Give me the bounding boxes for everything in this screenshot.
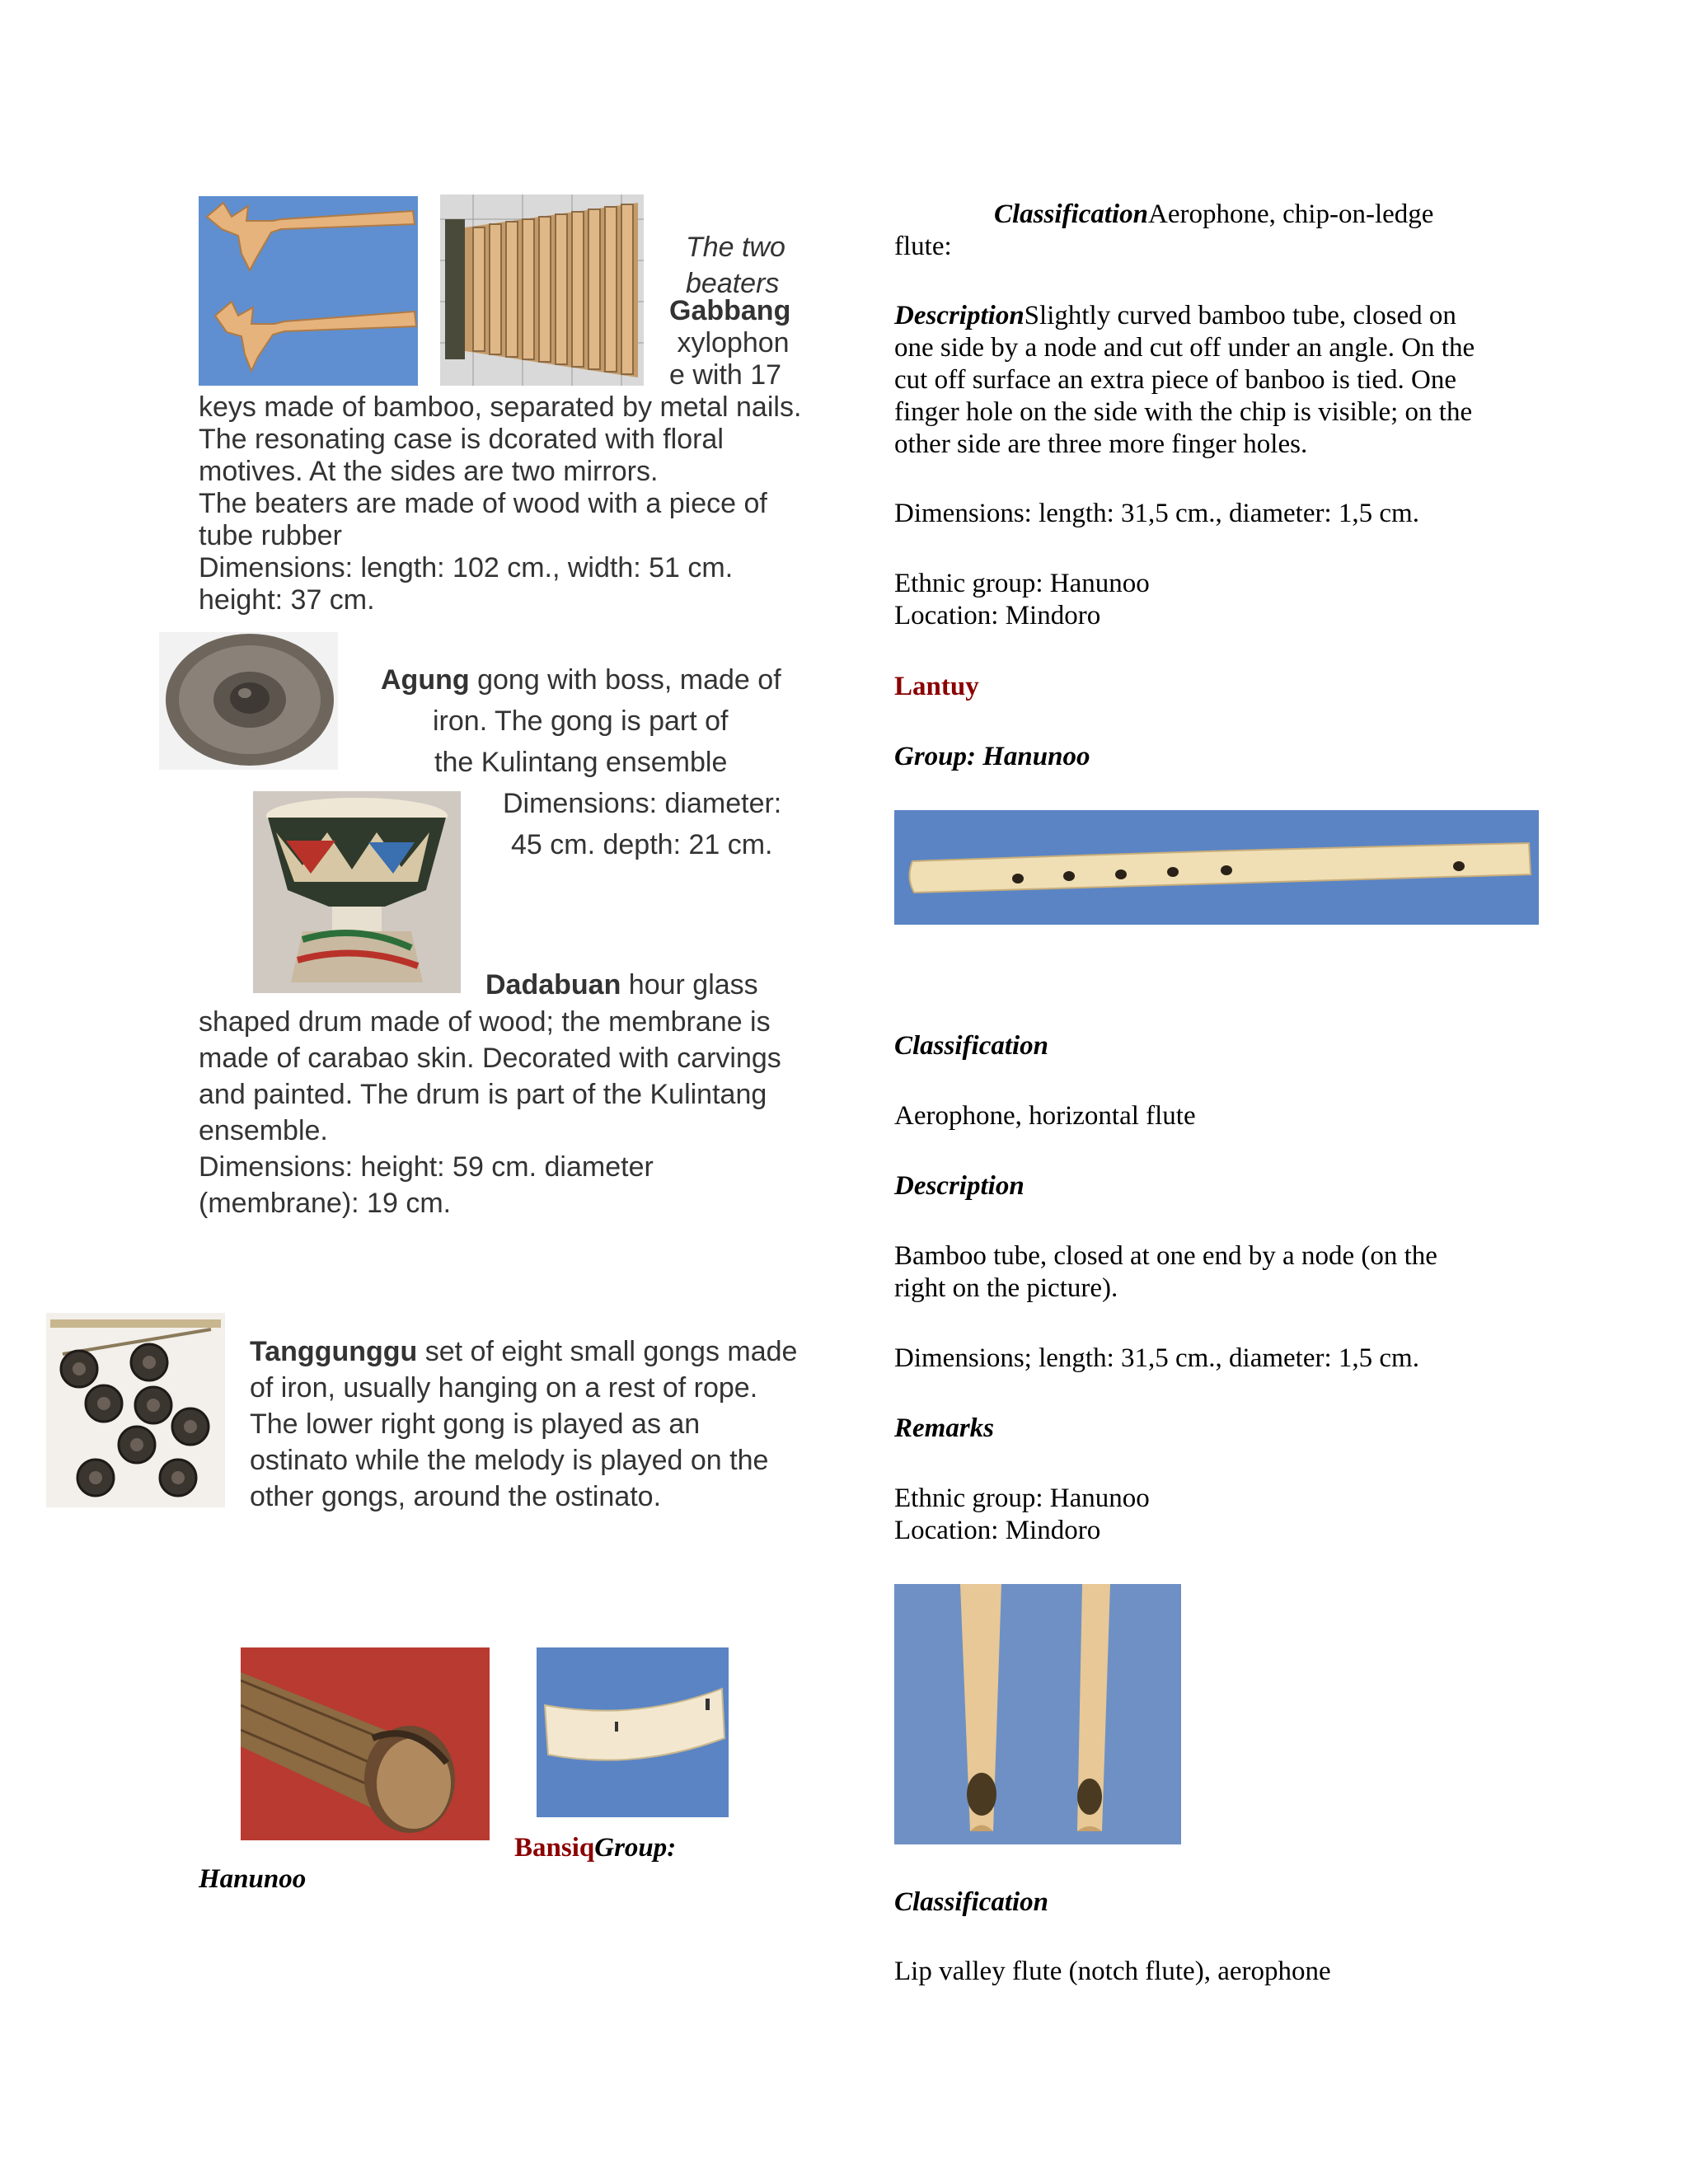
dadabuan-line4: and painted. The drum is part of the Kulintang xyxy=(199,1079,767,1110)
gabbang-name: Gabbang xyxy=(669,295,791,326)
tanggunggu-line3: The lower right gong is played as an xyxy=(250,1408,701,1440)
first-description-line4: finger hole on the side with the chip is visible; on the xyxy=(894,397,1473,427)
bansiq-title-line xyxy=(514,1831,676,1864)
first-dimensions: Dimensions: length: 31,5 cm., diameter: 1,5 cm. xyxy=(894,499,1419,528)
dadabuan-line1 xyxy=(485,967,758,1003)
bansiq-closeup-photo xyxy=(241,1647,490,1840)
gabbang-text-h: Dimensions: length: 102 cm., width: 51 cm. xyxy=(199,552,734,583)
bansiq-flute-photo xyxy=(537,1647,729,1817)
dadabuan-drum-photo xyxy=(253,791,461,993)
gabbang-text-f: The beaters are made of wood with a piece of xyxy=(199,488,767,519)
lantuy-title: Lantuy xyxy=(894,672,979,701)
first-description-line2: one side by a node and cut off under an angle. On the xyxy=(894,333,1475,363)
bansiq-name: Bansiq xyxy=(514,1833,595,1863)
gabbang-xylophone-photo xyxy=(440,194,644,386)
lantuy-description-label: Description xyxy=(894,1171,1025,1201)
dadabuan-line5: ensemble. xyxy=(199,1115,328,1146)
first-classification-value: Aerophone, chip-on-ledge xyxy=(1148,199,1434,229)
agung-gong-photo xyxy=(159,632,338,770)
lantuy-location: Location: Mindoro xyxy=(894,1516,1101,1545)
gabbang-text-i: height: 37 cm. xyxy=(199,584,375,616)
lantuy-dimensions: Dimensions; length: 31,5 cm., diameter: 1,5 cm. xyxy=(894,1343,1419,1373)
notch-classification-label: Classification xyxy=(894,1887,1049,1917)
agung-line3: the Kulintang ensemble xyxy=(434,747,728,778)
first-description-label: Description xyxy=(894,301,1025,330)
lantuy-classification-label: Classification xyxy=(894,1031,1049,1061)
gabbang-caption xyxy=(669,229,801,302)
notch-flute-photo xyxy=(894,1584,1181,1844)
lantuy-description-line2: right on the picture). xyxy=(894,1273,1118,1303)
gabbang-text-g: tube rubber xyxy=(199,520,342,551)
lantuy-ethnic-group: Ethnic group: Hanunoo xyxy=(894,1483,1150,1513)
agung-line4: Dimensions: diameter: xyxy=(503,788,782,819)
tanggunggu-line5: other gongs, around the ostinato. xyxy=(250,1481,662,1512)
agung-line1 xyxy=(381,659,781,701)
first-location: Location: Mindoro xyxy=(894,601,1101,630)
tanggunggu-line1 xyxy=(250,1333,797,1370)
tanggunggu-line2: of iron, usually hanging on a rest of rope. xyxy=(250,1372,758,1404)
lantuy-flute-photo xyxy=(894,810,1539,925)
bansiq-group-label: Group: xyxy=(594,1833,677,1863)
dadabuan-line3: made of carabao skin. Decorated with carvings xyxy=(199,1043,781,1074)
bansiq-group-value: Hanunoo xyxy=(199,1864,307,1894)
tanggunggu-line1-text: set of eight small gongs made xyxy=(417,1336,798,1367)
lantuy-description-line1: Bamboo tube, closed at one end by a node (on the xyxy=(894,1241,1437,1271)
gabbang-text-a: xylophon xyxy=(669,327,790,359)
lantuy-group: Group: Hanunoo xyxy=(894,742,1090,771)
agung-name: Agung xyxy=(381,664,470,696)
first-classification-line xyxy=(994,199,1433,231)
lantuy-classification-value: Aerophone, horizontal flute xyxy=(894,1101,1196,1131)
first-classification-cont: flute: xyxy=(894,232,952,261)
first-description-line3: cut off surface an extra piece of banboo is tied. One xyxy=(894,365,1457,395)
first-classification-label: Classification xyxy=(994,199,1149,229)
gabbang-beaters-caption: The two beaters xyxy=(686,232,785,299)
dadabuan-line1-text: hour glass xyxy=(621,969,758,1001)
lantuy-remarks-label: Remarks xyxy=(894,1413,995,1443)
dadabuan-name: Dadabuan xyxy=(485,969,621,1001)
dadabuan-line6: Dimensions: height: 59 cm. diameter xyxy=(199,1151,654,1183)
tanggunggu-gongs-photo xyxy=(46,1313,225,1507)
tanggunggu-line4: ostinato while the melody is played on the xyxy=(250,1445,769,1476)
agung-line1-text: gong with boss, made of xyxy=(469,664,781,696)
tanggunggu-name: Tanggunggu xyxy=(250,1336,418,1367)
dadabuan-line7: (membrane): 19 cm. xyxy=(199,1188,452,1219)
gabbang-text-e: motives. At the sides are two mirrors. xyxy=(199,456,659,487)
gabbang-text-d: The resonating case is dcorated with floral xyxy=(199,424,724,455)
dadabuan-line2: shaped drum made of wood; the membrane is xyxy=(199,1006,771,1038)
agung-line2: iron. The gong is part of xyxy=(433,705,729,737)
gabbang-beaters-photo xyxy=(199,196,418,386)
first-description-text1: Slightly curved bamboo tube, closed on xyxy=(1024,301,1456,330)
gabbang-text-b: e with 17 xyxy=(669,359,782,391)
agung-line5: 45 cm. depth: 21 cm. xyxy=(511,829,773,860)
first-description-line5: other side are three more finger holes. xyxy=(894,429,1308,459)
notch-classification-value: Lip valley flute (notch flute), aerophone xyxy=(894,1957,1331,1986)
first-description-line1 xyxy=(894,300,1456,332)
first-ethnic-group: Ethnic group: Hanunoo xyxy=(894,569,1150,598)
gabbang-text-c: keys made of bamboo, separated by metal nails. xyxy=(199,391,802,423)
